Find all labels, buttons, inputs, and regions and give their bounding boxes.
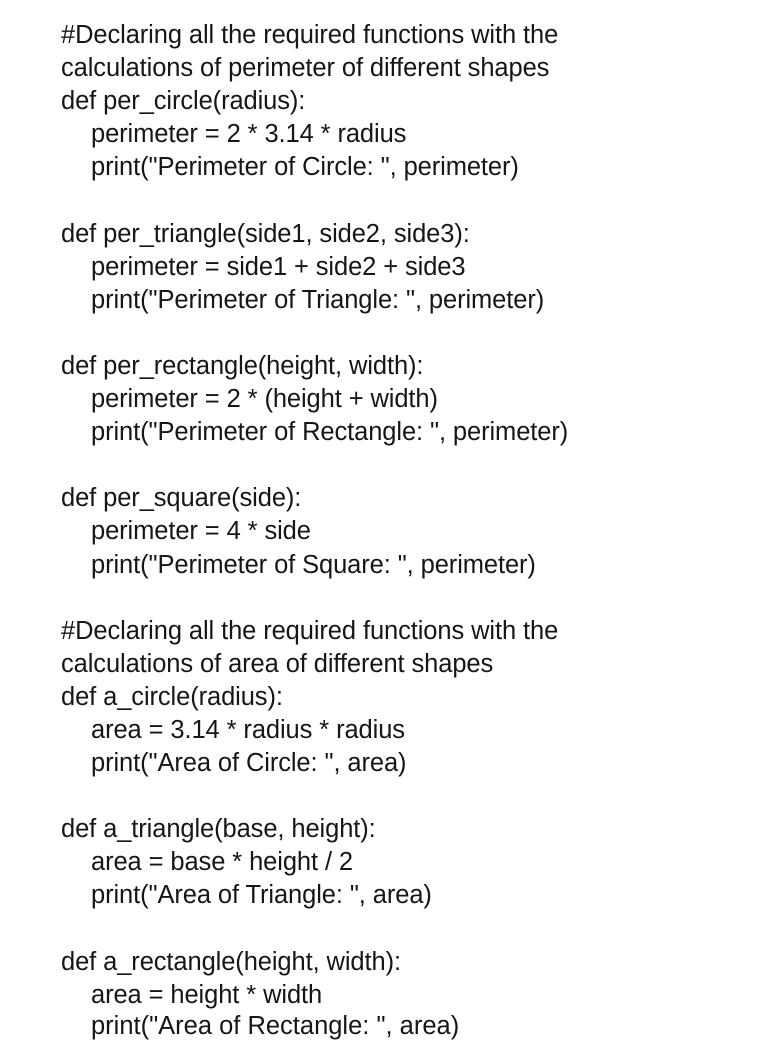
code-line: def a_triangle(base, height): xyxy=(61,815,376,844)
code-line: print("Perimeter of Square: ", perimeter) xyxy=(91,550,536,579)
blank-line xyxy=(61,449,768,482)
code-line: #Declaring all the required functions with the xyxy=(61,21,559,49)
code-line: area = base * height / 2 xyxy=(91,848,354,877)
code-line: print("Perimeter of Rectangle: ", perimeter) xyxy=(91,418,569,447)
cut-off-code-text: print("Area of Rectangle: ", area) xyxy=(91,1012,460,1040)
code-line: print("Area of Circle: ", area) xyxy=(91,749,407,778)
code-line: area = height * width xyxy=(91,980,323,1009)
blank-line xyxy=(61,184,768,217)
code-line: def per_rectangle(height, width): xyxy=(61,351,424,380)
blank-line xyxy=(61,317,768,350)
code-line: perimeter = 4 * side xyxy=(91,517,311,546)
code-line: calculations of perimeter of different shapes xyxy=(61,54,550,83)
code-line: print("Perimeter of Triangle: ", perimeter) xyxy=(91,285,545,314)
code-line: def a_rectangle(height, width): xyxy=(61,947,401,976)
code-line: print("Perimeter of Circle: ", perimeter) xyxy=(91,153,519,182)
code-line: def per_square(side): xyxy=(61,484,302,513)
code-line: perimeter = side1 + side2 + side3 xyxy=(91,252,466,281)
code-line: def per_circle(radius): xyxy=(61,87,306,116)
blank-line xyxy=(61,913,768,946)
cut-off-code-line xyxy=(91,1010,511,1040)
code-line: def a_circle(radius): xyxy=(61,682,283,711)
blank-line xyxy=(61,582,768,615)
code-line: print("Area of Triangle: ", area) xyxy=(91,881,432,910)
code-line: #Declaring all the required functions with the xyxy=(61,616,559,645)
code-line: perimeter = 2 * 3.14 * radius xyxy=(91,120,407,149)
blank-line xyxy=(61,780,768,813)
code-line: calculations of area of different shapes xyxy=(61,649,494,678)
code-line: perimeter = 2 * (height + width) xyxy=(91,385,438,414)
code-line: def per_triangle(side1, side2, side3): xyxy=(61,219,470,248)
code-line: area = 3.14 * radius * radius xyxy=(91,715,405,744)
